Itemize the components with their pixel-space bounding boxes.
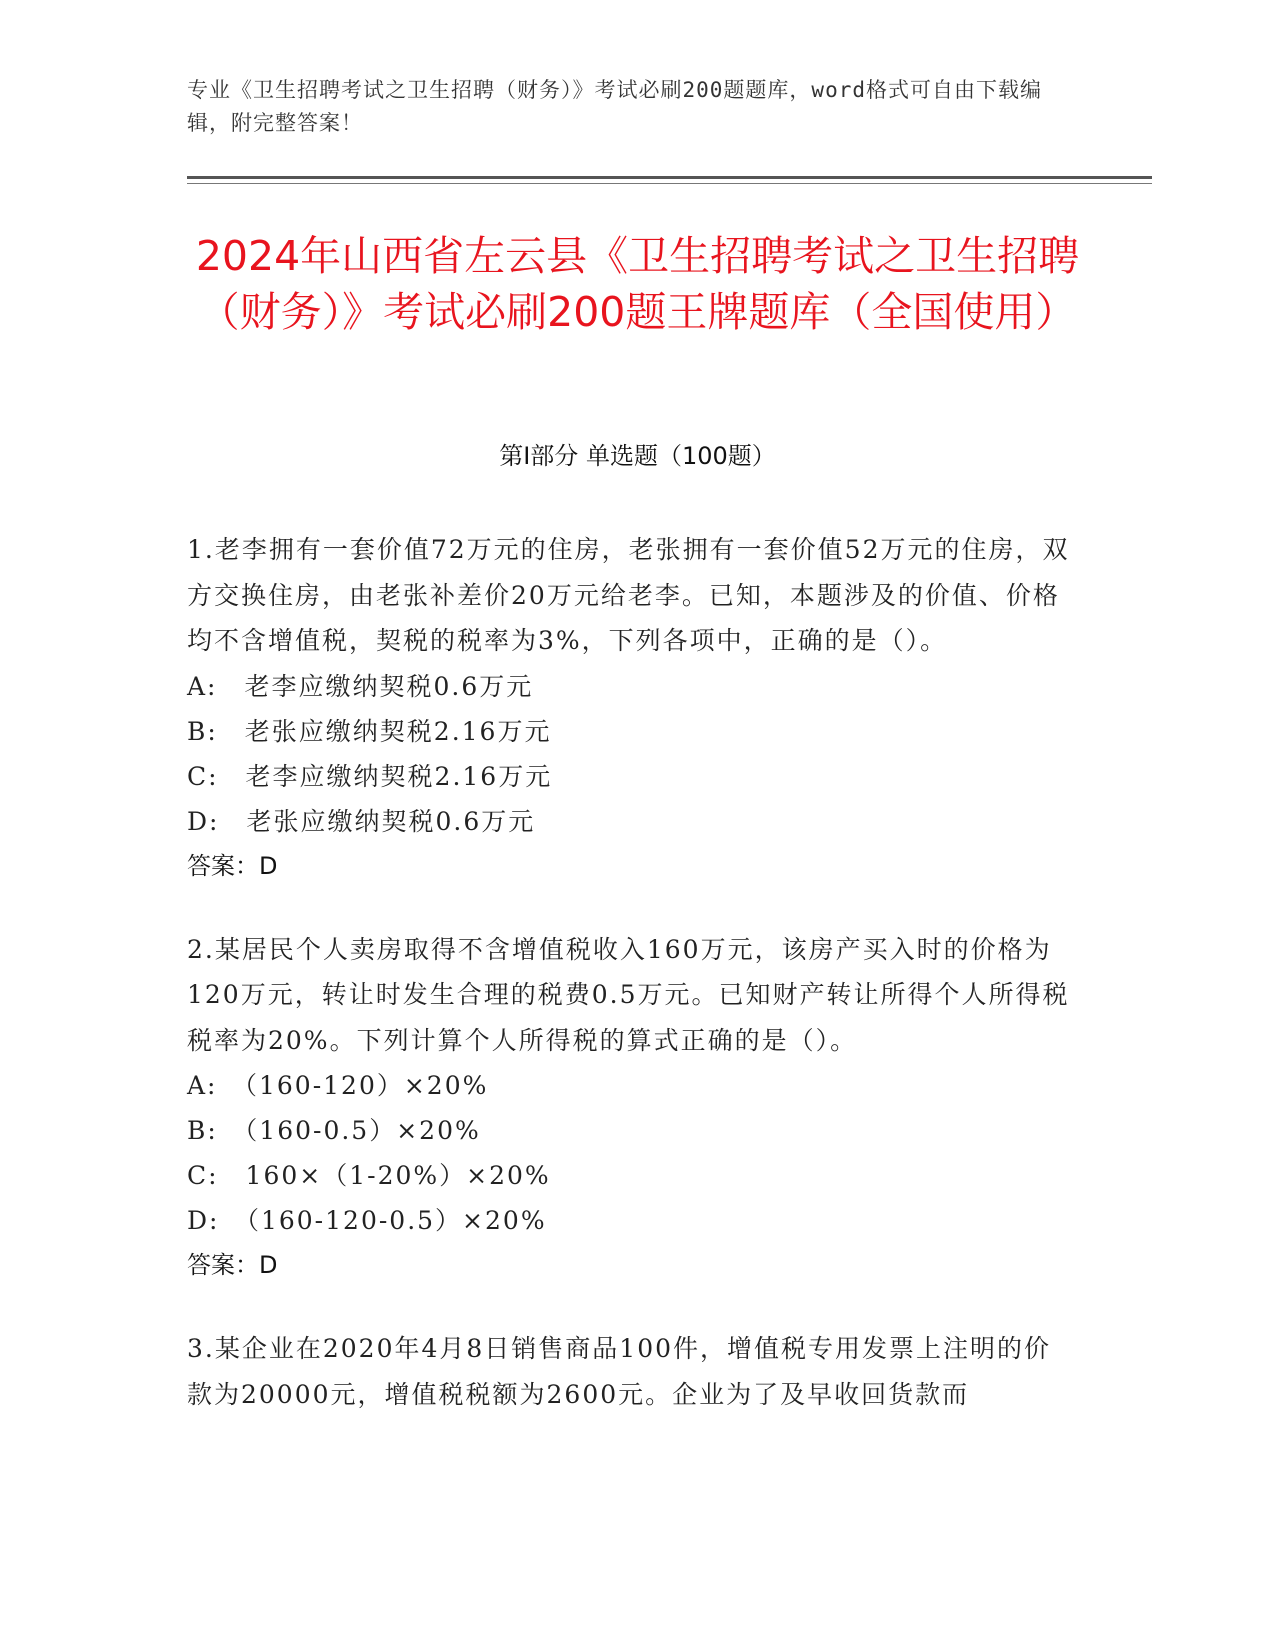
header-divider-thick <box>187 176 1152 179</box>
answer-line: 答案：D <box>187 1251 278 1279</box>
document-title: 2024年山西省左云县《卫生招聘考试之卫生招聘（财务）》考试必刷200题王牌题库（全国使用） <box>195 232 1080 336</box>
question-3 <box>187 1326 1077 1417</box>
question-text: 3.某企业在2020年4月8日销售商品100件，增值税专用发票上注明的价款为20000元，增值税税额为2600元。企业为了及早收回货款而 <box>187 1334 1052 1409</box>
question-2 <box>187 927 1077 1289</box>
option-c: C: 老李应缴纳契税2.16万元 <box>187 761 553 791</box>
option-a: A: （160-120）×20% <box>187 1071 489 1100</box>
answer-line: 答案：D <box>187 851 278 880</box>
section-heading: 第I部分 单选题（100题） <box>499 442 776 470</box>
question-1 <box>187 527 1077 889</box>
question-text: 2.某居民个人卖房取得不含增值税收入160万元，该房产买入时的价格为120万元，转让时发生合理的税费0.5万元。已知财产转让所得个人所得税税率为20%。下列计算个人所得税的算式正确的是（）。 <box>187 934 1070 1055</box>
header-divider-thin <box>187 183 1152 184</box>
option-a: A: 老李应缴纳契税0.6万元 <box>187 671 534 701</box>
question-text: 1.老李拥有一套价值72万元的住房，老张拥有一套价值52万元的住房，双方交换住房，由老张补差价20万元给老李。已知，本题涉及的价值、价格均不含增值税，契税的税率为3%，下列各项中，正确的是（）。 <box>187 535 1070 655</box>
option-d: D: 老张应缴纳契税0.6万元 <box>187 806 536 836</box>
question-list <box>187 527 1077 1455</box>
option-b: B: 老张应缴纳契税2.16万元 <box>187 716 552 746</box>
header-note: 专业《卫生招聘考试之卫生招聘（财务）》考试必刷200题题库，word格式可自由下载编辑，附完整答案！ <box>187 78 1042 135</box>
option-c: C: 160×（1-20%）×20% <box>187 1161 551 1190</box>
option-d: D: （160-120-0.5）×20% <box>187 1206 547 1235</box>
option-b: B: （160-0.5）×20% <box>187 1116 481 1145</box>
